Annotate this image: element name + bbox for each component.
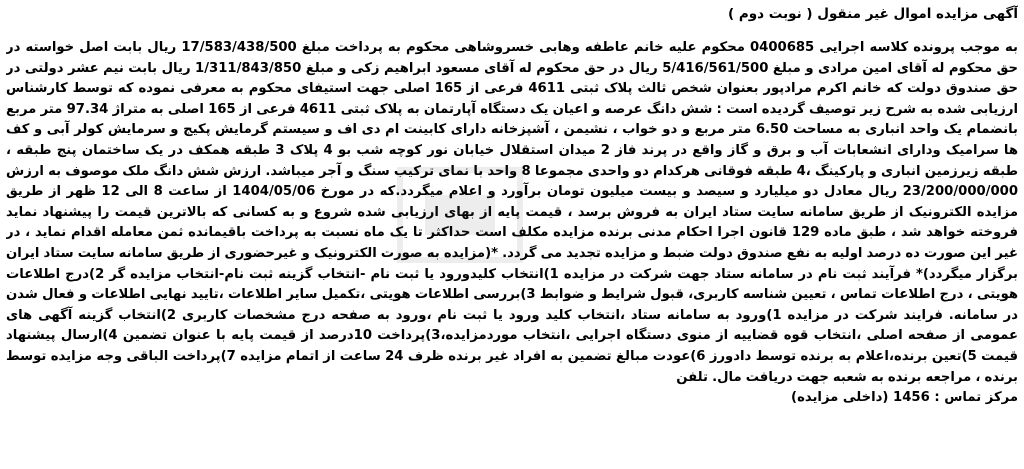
notice-body: به موجب پرونده کلاسه اجرایی 0400685 محکوم علیه خانم عاطفه وهابی خسروشاهی محکوم به پرداخت مبلغ 17/583/438/500 ریال بابت اصل خواسته در حق محکوم له آقای امین مرادی و مبلغ 5/416/561/500 ریال در حق محکوم له آقای مسعود ابراهیم زکی و مبلغ 1/311/843/850 ریال بابت نیم عشر دولتی در حق صندوق دولت که خانم اکرم مرادپور بعنوان شخص ثالث پلاک ثبتی 4611 فرعی از 165 اصلی جهت استیفای محکوم به معرفی نموده که توسط کارشناس ارزیابی شده به شرح زیر توصیف گردیده است : شش دانگ عرصه و اعیان یک دستگاه آپارتمان به پلاک ثبتی 4611 فرعی از 165 اصلی به متراژ 97.34 متر مربع بانضمام یک واحد انباری به مساحت 6.50 متر مربع و دو خواب ، نشیمن ، آشپزخانه دارای کابینت ام دی اف و سیستم گرمایش پکیج و سرمایش کولر آبی و کف ها سرامیک ودارای انشعابات آب و برق و گاز واقع در پرند فاز 2 میدان استقلال خیابان نور کوچه شب بو 4 پلاک 3 طبقه همکف در یک ساختمان پنج طبقه ، طبقه زیرزمین انباری و پارکینگ ،4 طبقه فوقانی هرکدام دو واحدی مجموعا 8 واحد با نمای ترکیب سنگ و آجر میباشد. ارزش شش دانگ ملک موصوف به ارزش 23/200/000/000 ریال معادل دو میلیارد و سیصد و بیست میلیون تومان برآورد و اعلام میگردد.که در مورخ 1404/05/06 از ساعت 8 الی 12 ظهر از طریق مزایده الکترونیک از طریق سامانه سایت ستاد ایران به فروش برسد ، قیمت پایه از بهای ارزیابی شده شروع و به کسانی که بالاترین قیمت را پیشنهاد نماید فروخته خواهد شد ، طبق ماده 129 قانون اجرا احکام مدنی برنده مزایده مکلف است حداکثر تا یک ماه نسبت به پرداخت باقیمانده ثمن معامله اقدام نماید ، در غیر این صورت ده درصد اولیه به نفع صندوق دولت ضبط و مزایده تجدید می گردد. *(مزایده به صورت الکترونیک و غیرحضوری از طریق سامانه سایت ستاد ایران برگزار میگردد)* فرآیند ثبت نام در سامانه ستاد جهت شرکت در مزایده 1)انتخاب کلیدورود یا ثبت نام -انتخاب گزینه ثبت نام-انتخاب مزایده گر 2)درج اطلاعات هویتی ، درج اطلاعات تماس ، تعیین شناسه کاربری، قبول شرایط و ضوابط 3)بررسی اطلاعات هویتی ،تکمیل سایر اطلاعات ،تایید نهایی اطلاعات و فعال شدن در سامانه. فرایند شرکت در مزایده 1)ورود به سامانه ستاد ،انتخاب کلید ورود یا ثبت نام ،ورود به صفحه درج مشخصات کاربری 2)انتخاب گزینه آگهی های عمومی از صفحه اصلی ،انتخاب قوه قضاییه از منوی دستگاه اجرایی ،انتخاب موردمزایده،3)پرداخت 10درصد از قیمت پایه با عنوان تضمین 4)ارسال پیشنهاد قیمت 5)تعین برنده،اعلام به برنده توسط دادورز 6)عودت مبالغ تضمین به افراد غیر برنده ظرف 24 ساعت از اتمام مزایده 7)پرداخت الباقی وجه مزایده توسط برنده ، مراجعه برنده به شعبه جهت دریافت مال. تلفن (6, 40, 1018, 385)
auction-notice (6, 4, 1018, 465)
contact-line: مرکز تماس : 1456 (داخلی مزایده) (791, 390, 1018, 406)
notice-title: آگهی مزایده اموال غیر منقول ( نوبت دوم ) (728, 6, 1018, 22)
